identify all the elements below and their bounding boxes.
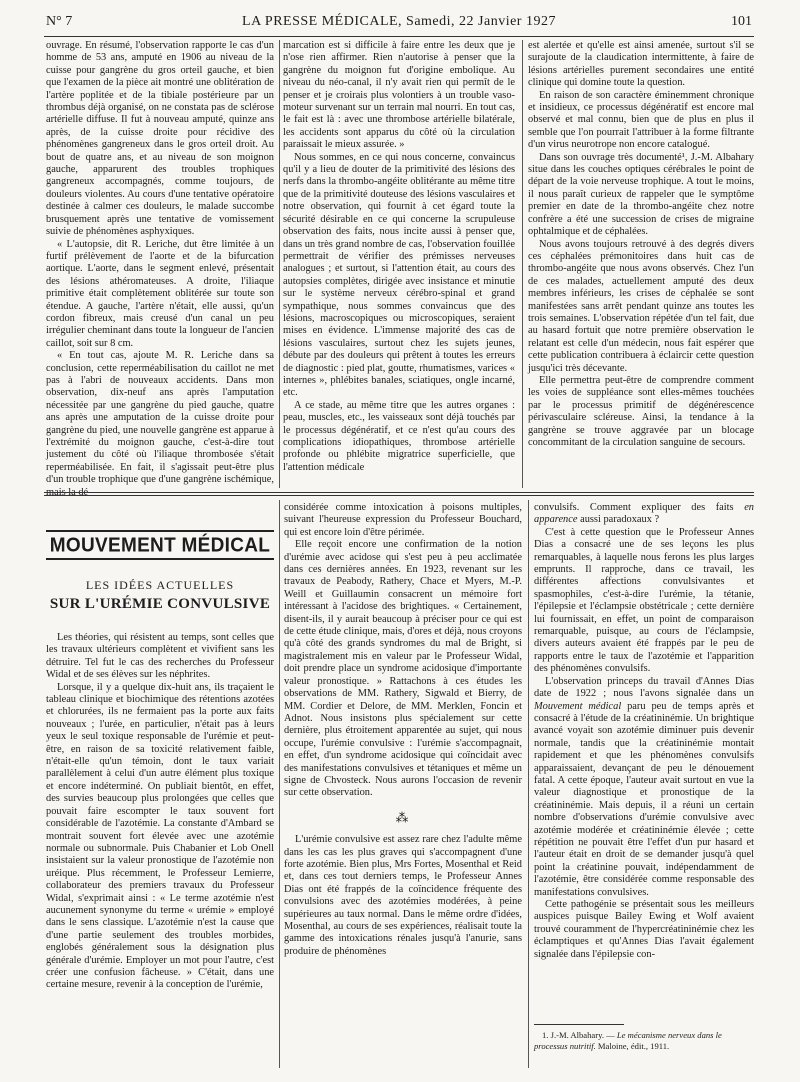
article-title: SUR L'URÉMIE CONVULSIVE xyxy=(49,596,271,612)
running-header xyxy=(46,14,752,34)
column-divider xyxy=(528,500,529,1068)
header-rule xyxy=(44,36,754,37)
column-divider xyxy=(279,40,280,488)
bottom-column-1 xyxy=(46,632,274,1072)
top-column-1 xyxy=(46,40,274,498)
bottom-column-2 xyxy=(284,502,522,1072)
paragraph: Nous sommes, en ce qui nous concerne, convaincus qu'il y a lieu de douter de la primitivité des lésions des nerfs dans la thrombo-angéite oblitérante au même titre que de la primitivité douteuse des lésions vasculaires et notre observation, qui fournit à cet égard toute la sécurité désirable en ce qui concerne la scrupuleuse observation des faits, nous incite aussi à penser que, dans un très grand nombre de cas, l'observation fouillée permettrait de vérifier des prémisses nerveuses analogues ; et surtout, si l'attention était, au cours des autopsies complètes, dirigée avec insistance et minutie sur le système nerveux cérébro-spinal et grand sympathique, nous sommes convaincus que des lésions, macroscopiques ou microscopiques, seraient mises en évidence. L'immense majorité des cas de lésions vasculaires, surtout chez les sujets jeunes, débute par des douleurs qui prêtent à toutes les erreurs de diagnostic : pied plat, goutte, rhumatismes, varices « internes », phlébites banales, sciatiques, ongle incarné, etc. xyxy=(283,151,515,399)
text-run: 1. J.-M. Albahary. — xyxy=(542,1030,617,1040)
issue-number: N° 7 xyxy=(46,14,73,29)
paragraph: « L'autopsie, dit R. Leriche, dut être limitée à un furtif prélèvement de l'aorte et de la bifurcation aortique. L'aorte, dans le segment enlevé, présentait des lésions athéromateuses. A droite, l'iliaque primitive était complètement oblitérée sur toute son étendue. A gauche, l'artère n'était, elle aussi, qu'un cordon fibreux, mais creusé d'un canal un peu irrégulier cheminant dans toute la longueur de l'ancien caillot, soit sur 8 cm. xyxy=(46,238,274,349)
paragraph: Elle permettra peut-être de comprendre comment les voies de suppléance sont elles-mêmes touchées par le processus primitif de dégénérescence périvasculaire scléreuse. Ainsi, la tendance à la gangrène se trouve aggravée par un blocage concommitant de la circulation sanguine de secours. xyxy=(528,374,754,448)
paragraph: est alertée et qu'elle est ainsi amenée, surtout s'il se surajoute de la claudication intermittente, à faire de lésions artérielles purement secondaires une entité clinique qui domine toute la question. xyxy=(528,40,754,89)
paragraph: Cette pathogénie se présentait sous les meilleurs auspices puisque Bailey Ewing et Wolf avaient trouvé couramment de l'hypercréatininémie chez les éclamptiques et qu'Annes Dias l'avait également signalée dans l'épilepsie con- xyxy=(534,899,754,960)
paragraph: Les théories, qui résistent au temps, sont celles que les travaux ultérieurs complètent et vivifient sans les détruire. Tel fut le cas des recherches du Professeur Widal et de ses élèves sur les néphrites. xyxy=(46,632,274,681)
page-number: 101 xyxy=(731,14,752,29)
paragraph: Elle reçoit encore une confirmation de la notion d'urémie avec acidose qui s'est peu à peu acclimatée dans ces dernières années. En 1923, revenant sur les travaux de Peabody, Rathery, Chace et Myers, M.-P. Weill et Guillaumin consacrent un mémoire fort intéressant à l'acidose des brightiques. « Certainement, disent-ils, il y aurait beaucoup à préciser pour ce qui est de cette étude clinique, mais, d'ores et déjà, nous croyons qu'à côté des grands syndromes du mal de Bright, si magistralement mis en valeur par le Professeur Widal, doit prendre place un syndrome acidosique d'importante valeur pronostique. » Rattachons à ces études les observations de MM. Rathery, Sigwald et Bierry, de MM. Cordier et Delore, de MM. Merklen, Foncin et Adnot. Nous insistons plus spécialement sur cette dernière, plus étroitement apparentée au sujet, qui nous occupe, l'urémie convulsive : l'urémie s'accompagnait, en effet, d'un syndrome acidosique qui coïncidait avec des manifestations convulsives et tétaniques et même un signe de Chvosteck. Nous aurons l'occasion de revenir sur cette observation. xyxy=(284,539,522,799)
paragraph: « En tout cas, ajoute M. R. Leriche dans sa conclusion, cette reperméabilisation du caillot ne met pas à l'abri de nouveaux accidents. Dans mon observation, dix-neuf ans après l'amputation nécessitée par une gangrène du pied gauche, quatre ans après une amputation de la cuisse droite pour gangrène du pied, une nouvelle gangrène est apparue à l'extrémité du moignon gauche, c'est-à-dire tout justement du côté où l'iliaque thrombosée s'était reperméabilisée. En fait, il s'agissait peut-être plus d'un trouble trophique que d'une gangrène ischémique, mais la dé- xyxy=(46,350,274,498)
journal-title: LA PRESSE MÉDICALE, Samedi, 22 Janvier 1927 xyxy=(242,14,556,29)
section-title: MOUVEMENT MÉDICAL xyxy=(49,534,271,557)
section-ornament: ⁂ xyxy=(395,809,411,825)
column-divider xyxy=(279,500,280,1068)
emphasis: Mouvement médical xyxy=(534,700,622,712)
top-column-3 xyxy=(528,40,754,486)
text-run: convulsifs. Comment expliquer des faits xyxy=(534,502,745,513)
text-run: aussi paradoxaux ? xyxy=(577,514,660,526)
paragraph: Nous avons toujours retrouvé à des degrés divers ces céphalées prémonitoires dans huit cas de thrombo-angéite que nous avons observés. Chez l'un de ces malades, actuellement amputé des deux membres inférieurs, les crises de céphalée se sont manifestées sans arrêt pendant quinze ans toutes les trois semaines. L'observation répétée d'un tel fait, due au hasard fortuit que notre première observation le relatant est celle d'un médecin, nous fait espérer que cette publication contribuera à éclaircir cette question jusqu'ici très décevante. xyxy=(528,238,754,374)
article-subtitle: LES IDÉES ACTUELLES xyxy=(85,578,235,592)
section-title-box xyxy=(46,530,274,560)
paragraph: A ce stade, au même titre que les autres organes : peau, muscles, etc., les vaisseaux sont déjà touchés par le processus dégénératif, et ce n'est qu'au cours des complications idiopathiques, thrombose artérielle profonde ou phlébite migratrice superficielle, que l'attention médicale xyxy=(283,399,515,473)
section-separator xyxy=(44,495,754,496)
paragraph: Dans son ouvrage très documenté¹, J.-M. Albahary situe dans les couches optiques cérébrales le point de départ de la voie nerveuse trophique. A tout le moins, il nous paraît curieux de rappeler que le symptôme premier en date de la thrombo-angéite chez notre confrère a été une succession de crises de migraine ophtalmique et de céphalées. xyxy=(528,151,754,238)
top-column-2 xyxy=(283,40,515,486)
footnote xyxy=(534,1030,754,1051)
paragraph: considérée comme intoxication à poisons multiples, suivant l'heureuse expression du Professeur Bouchard, qui est encore loin d'être périmée. xyxy=(284,502,522,538)
paragraph: C'est à cette question que le Professeur Annes Dias a consacré une de ses leçons les plus remarquables, à laquelle nous ferons les plus larges emprunts. Il rapproche, dans ce travail, les différentes affections convulsivantes et spasmophiles, c'est-à-dire l'urémie, la tétanie, l'épilepsie et l'éclampsie obstétricale ; cette dernière lui fournissait, en effet, un point de comparaison remarquable, puisque, au cours de l'éclampsie, divers auteurs avaient été frappés par le peu de rapports entre le taux de l'azotémie et l'apparition des phénomènes convulsifs. xyxy=(534,526,754,675)
emphasis: Le mécanisme nerveux dans le processus nutritif. xyxy=(534,1030,722,1051)
paragraph xyxy=(534,502,754,527)
emphasis: en apparence xyxy=(534,502,754,526)
paragraph: ouvrage. En résumé, l'observation rapporte le cas d'un homme de 53 ans, amputé en 1906 au niveau de la cuisse pour gangrène du gros orteil gauche, et bien que l'examen de la pièce ait montré une oblitération de l'artère poplitée et de la tibiale postérieure par un thrombus déjà organisé, on ne constata pas de sclérose artérielle diffuse. Il fut à nouveau amputé, quinze ans après, de la cuisse droite pour récidive des phénomènes gangreneux dans le gros orteil droit. Au bout de quatre ans, et au niveau de son moignon gauche, apparurent des troubles trophiques gangreneux accompagnés, comme toujours, de douleurs violentes. Au cours d'une tentative opératoire destinée à calmer ces douleurs, le malade succombe brusquement après une tentative de vomissement suivie de phénomènes asphyxiques. xyxy=(46,40,274,238)
paragraph: Lorsque, il y a quelque dix-huit ans, ils traçaient le tableau clinique et biochimique des rétentions azotées et chlorurées, ils ne fermaient pas la porte aux faits nouveaux ; l'urée, en particulier, n'était pas à leurs yeux le seul toxique responsable de l'urémie et peut-être, en raison de sa toxicité relativement faible, n'était-elle qu'un témoin, dont le taux variait parallèlement à celui d'un autre élément plus toxique et encore indéterminé. On publiait bientôt, en effet, des survies beaucoup plus prolongées que celles que pouvait faire escompter le taux souvent fort considérable de l'azotémie. La constante d'Ambard se montrait souvent fort élevée avec une azotémie normale ou subnormale. Puis Chabanier et Lob Onell insistaient sur la valeur pronostique de l'azotémie non uréique. Plus récemment, le Professeur Lemierre, collaborateur des premiers travaux du Professeur Widal, s'exprimait ainsi : « Le terme azotémie n'est aucunement synonyme du terme « urémie » employé dans le sens classique. L'azotémie n'est la cause que d'une partie seulement des troubles morbides, englobés généralement sous la désignation plus générale d'urémie. Employer un mot pour l'autre, c'est créer une confusion fâcheuse. » C'était, dans une certaine mesure, revenir à la conception de l'urémie, xyxy=(46,681,274,991)
text-run: L'observation princeps du travail d'Annes Dias date de 1922 ; nous l'avons signalée dans un xyxy=(534,675,754,700)
paragraph: L'urémie convulsive est assez rare chez l'adulte même dans les cas les plus graves qui s'accompagnent d'une forte azotémie. Bien plus, Mrs Fortes, Mosenthal et Reid et, dans ces tout derniers temps, le Professeur Annes Dias ont été frappés de la coïncidence fréquente des convulsions avec des azotémies modérées, à peine supérieures au taux normal. Dans le même ordre d'idées, Mosenthal, au cours de ses expériences, réalisait toute la gamme des intoxications rénales jusqu'à l'anurie, sans produire de phénomènes xyxy=(284,834,522,957)
section-separator xyxy=(44,492,754,493)
column-divider xyxy=(522,40,523,488)
footnote-rule xyxy=(534,1024,624,1025)
text-run: paru peu de temps après et consacré à l'étude de la créatininémie. Un brightique avancé voyait son azotémie diminuer puis devenir normale, tandis que la créatininémie montait rapidement et que les phénomènes convulsifs apparaissaient, devançant de peu le dénouement fatal. A cette époque, l'auteur avait surtout en vue la valeur diagnostique et pronostique de la créatininémie. Mais depuis, il a réuni un certain nombre d'observations d'urémie convulsive avec azotémie modérée et créatininémie élevée ; cette répétition ne pouvait être l'effet d'un pur hasard et l'auteur était en droit de se demander jusqu'à quel point la créatinine pouvait, indépendamment de l'azotémie, être considérée comme responsable des manifestations convulsives. xyxy=(534,700,754,898)
bottom-column-3 xyxy=(534,502,754,1022)
paragraph: En raison de son caractère éminemment chronique et insidieux, ce processus dégénératif est encore mal observé et mal connu, bien que de plus en plus il semble que l'on pourrait l'attribuer à la forme filtrante d'un virus neurotrope non encore catalogué. xyxy=(528,89,754,151)
paragraph: marcation est si difficile à faire entre les deux que je n'ose rien affirmer. Rien n'autorise à penser que la gangrène du moignon fut d'origine embolique. Au niveau du néo-canal, il n'y avait rien qui permît de le penser et je croirais plus volontiers à un trouble vaso-moteur survenant sur un terrain mal nourri. En tout cas, le fait est là : avec une thrombose artérielle bilatérale, les accidents sont apparus du côté où la circulation paraissait le mieux assurée. » xyxy=(283,40,515,151)
paragraph xyxy=(534,676,754,899)
text-run: Maloine, édit., 1911. xyxy=(595,1040,670,1051)
